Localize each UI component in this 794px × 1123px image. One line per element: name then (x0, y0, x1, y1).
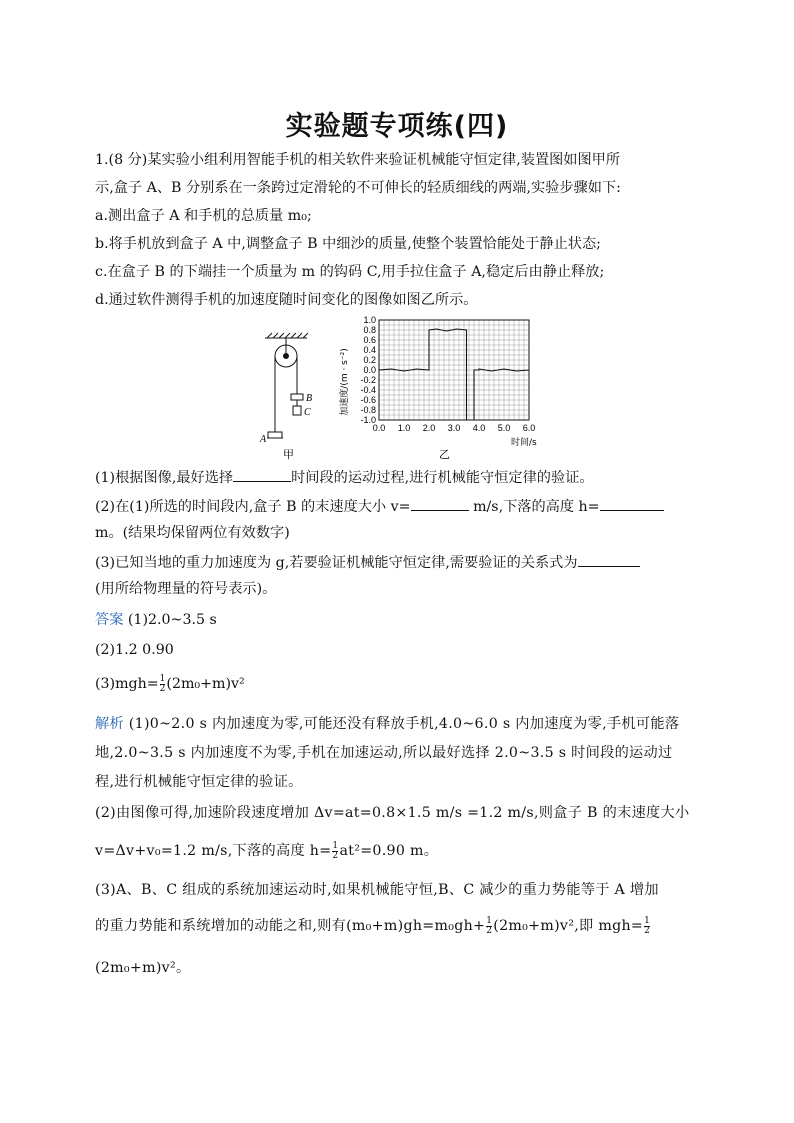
label-b: B (306, 393, 313, 404)
fraction-half: $\frac{1}{2}$ (332, 840, 339, 861)
y-tick-label: -0.2 (360, 375, 376, 385)
step-a: a.测出盒子 A 和手机的总质量 m₀; (95, 208, 312, 224)
analysis-line-8: (2m₀+m)v²。 (95, 960, 191, 976)
answer-blank-3[interactable] (600, 495, 664, 511)
step-c: c.在盒子 B 的下端挂一个质量为 m 的钩码 C,用手拉住盒子 A,稳定后由静止释放; (95, 264, 605, 280)
y-axis-label: 加速度/(m · s⁻²) (340, 348, 350, 416)
pulley-apparatus (265, 333, 308, 438)
acceleration-chart (338, 315, 537, 461)
label-c: C (304, 407, 311, 418)
analysis-line-6: (3)A、B、C 组成的系统加速运动时,如果机械能守恒,B、C 减少的重力势能等于 A 增加 (95, 882, 659, 898)
y-tick-label: 0.6 (363, 335, 376, 345)
figure-area (255, 314, 545, 462)
x-tick-label: 5.0 (497, 423, 511, 433)
answer-label: 答案 (95, 612, 124, 628)
analysis-line-3: 程,进行机械能守恒定律的验证。 (95, 774, 303, 790)
x-tick-label: 6.0 (522, 423, 536, 433)
answer-line-1: 答案 (1)2.0~3.5 s (95, 612, 217, 628)
fraction-half: $\frac{1}{2}$ (486, 915, 493, 936)
ceiling-hatch (267, 333, 308, 338)
weight-c (293, 406, 301, 415)
analysis-line-4: (2)由图像可得,加速阶段速度增加 Δv=at=0.8×1.5 m/s =1.2 m/s,则盒子 B 的末速度大小 (95, 805, 690, 821)
answer-blank-2[interactable] (411, 495, 469, 511)
sub-question-2: (2)在(1)所选的时间段内,盒子 B 的末速度大小 v= m/s,下落的高度 h= (95, 495, 700, 517)
step-b: b.将手机放到盒子 A 中,调整盒子 B 中细沙的质量,使整个装置恰能处于静止状态; (95, 236, 601, 252)
question-line: 1.(8 分)某实验小组利用智能手机的相关软件来验证机械能守恒定律,装置图如图甲所 (95, 152, 621, 168)
question-line: 示,盒子 A、B 分别系在一条跨过定滑轮的不可伸长的轻质细线的两端,实验步骤如下: (95, 180, 621, 196)
y-tick-label: 0.4 (363, 345, 376, 355)
x-tick-label: 3.0 (447, 423, 461, 433)
answer-blank-4[interactable] (578, 551, 640, 567)
label-a: A (260, 434, 267, 445)
y-tick-label: 1.0 (363, 315, 376, 325)
y-tick-label: 0.2 (363, 355, 376, 365)
step-d: d.通过软件测得手机的加速度随时间变化的图像如图乙所示。 (95, 292, 478, 308)
analysis-line-7: 的重力势能和系统增加的动能之和,则有(m₀+m)gh=m₀gh+ $\frac{1}{2}$ (2m₀+m)v²,即 mgh= $\frac{1}{2}$ (95, 915, 651, 936)
analysis-line-1: 解析 (1)0~2.0 s 内加速度为零,可能还没有释放手机,4.0~6.0 s 内加速度为零,手机可能落 (95, 716, 680, 732)
x-axis-label: 时间/s (511, 438, 537, 448)
sub-question-1: (1)根据图像,最好选择 时间段的运动过程,进行机械能守恒定律的验证。 (95, 466, 700, 488)
analysis-line-2: 地,2.0~3.5 s 内加速度不为零,手机在加速运动,所以最好选择 2.0~3.5 s 时间段的运动过 (95, 745, 673, 761)
fraction-half: $\frac{1}{2}$ (644, 915, 651, 936)
x-tick-label: 1.0 (397, 423, 411, 433)
box-a (268, 432, 282, 438)
figure-jia-label: 甲 (283, 448, 294, 461)
y-tick-label: 0.0 (363, 365, 376, 375)
y-tick-label: -0.4 (360, 385, 376, 395)
x-tick-label: 2.0 (422, 423, 436, 433)
y-tick-label: -0.6 (360, 395, 376, 405)
sub-question-3-cont: (用所给物理量的符号表示)。 (95, 581, 277, 597)
answer-line-3: (3)mgh= $\frac{1}{2}$ (2m₀+m)v² (95, 673, 245, 694)
box-b (291, 394, 303, 400)
y-tick-label: -0.8 (360, 405, 376, 415)
sub-question-2-cont: m。(结果均保留两位有效数字) (95, 525, 290, 541)
analysis-line-5: v=Δv+v₀=1.2 m/s,下落的高度 h= $\frac{1}{2}$ at²=0.90 m。 (95, 840, 439, 861)
x-tick-label: 4.0 (472, 423, 486, 433)
page-title: 实验题专项练(四) (285, 111, 509, 142)
y-tick-label: -1.0 (360, 415, 376, 425)
figure-svg (255, 314, 545, 462)
sub-question-3: (3)已知当地的重力加速度为 g,若要验证机械能守恒定律,需要验证的关系式为 (95, 551, 700, 573)
answer-blank-1[interactable] (233, 466, 291, 482)
figure-yi-label: 乙 (439, 448, 450, 461)
x-tick-label: 0.0 (372, 423, 386, 433)
answer-line-2: (2)1.2 0.90 (95, 642, 174, 658)
analysis-label: 解析 (95, 716, 124, 732)
y-tick-label: 0.8 (363, 325, 376, 335)
fraction-half: $\frac{1}{2}$ (159, 673, 166, 694)
